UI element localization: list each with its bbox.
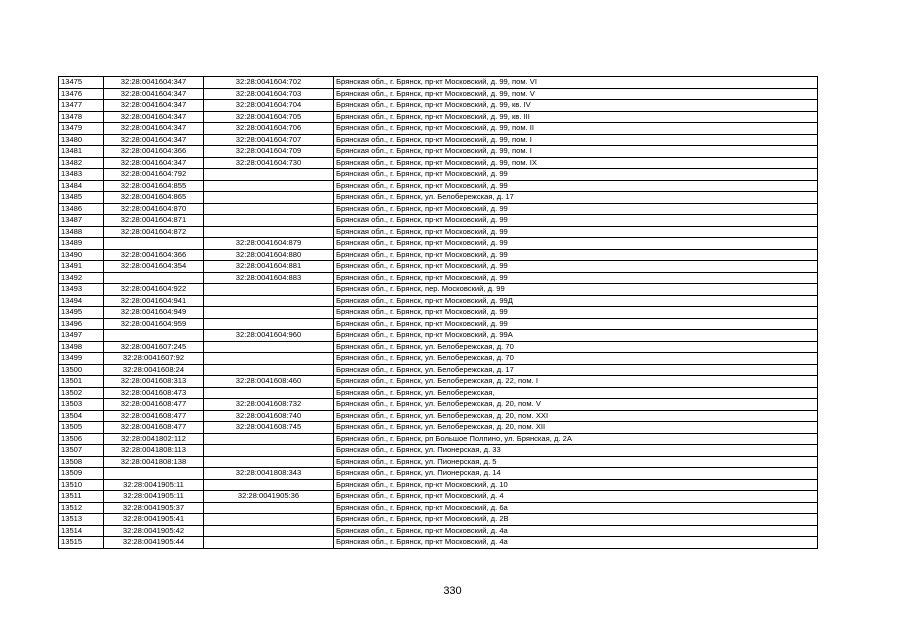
row-number-cell: 13502 [59, 387, 104, 399]
row-number-cell: 13506 [59, 433, 104, 445]
address-cell: Брянская обл., г. Брянск, пр-кт Московский, д. 99 [334, 307, 818, 319]
row-number-cell: 13513 [59, 514, 104, 526]
parcel-number-cell: 32:28:0041604:347 [104, 134, 204, 146]
parcel-number-cell: 32:28:0041608:477 [104, 422, 204, 434]
page-number: 330 [443, 585, 462, 597]
parcel-number-cell: 32:28:0041604:959 [104, 318, 204, 330]
address-cell: Брянская обл., г. Брянск, ул. Белобережская, д. 70 [334, 341, 818, 353]
object-number-cell: 32:28:0041604:704 [204, 100, 334, 112]
object-number-cell: 32:28:0041604:730 [204, 157, 334, 169]
address-cell: Брянская обл., г. Брянск, пр-кт Московский, д. 99 [334, 238, 818, 250]
object-number-cell [204, 341, 334, 353]
object-number-cell: 32:28:0041608:460 [204, 376, 334, 388]
table-row [59, 502, 818, 514]
address-cell: Брянская обл., г. Брянск, пр-кт Московский, д. 10 [334, 479, 818, 491]
address-cell: Брянская обл., г. Брянск, пр-кт Московский, д. 99 [334, 169, 818, 181]
table-row [59, 157, 818, 169]
object-number-cell [204, 364, 334, 376]
row-number-cell: 13495 [59, 307, 104, 319]
address-cell: Брянская обл., г. Брянск, пр-кт Московский, д. 99 [334, 261, 818, 273]
address-cell: Брянская обл., г. Брянск, пр-кт Московский, д. 99 [334, 226, 818, 238]
table-row [59, 100, 818, 112]
parcel-number-cell: 32:28:0041604:941 [104, 295, 204, 307]
address-cell: Брянская обл., г. Брянск, пр-кт Московский, д. 99 [334, 249, 818, 261]
parcel-number-cell: 32:28:0041905:42 [104, 525, 204, 537]
address-cell: Брянская обл., г. Брянск, ул. Белобережская, [334, 387, 818, 399]
parcel-number-cell: 32:28:0041608:24 [104, 364, 204, 376]
row-number-cell: 13508 [59, 456, 104, 468]
table-row [59, 537, 818, 549]
parcel-number-cell: 32:28:0041905:37 [104, 502, 204, 514]
table-row [59, 433, 818, 445]
row-number-cell: 13494 [59, 295, 104, 307]
object-number-cell [204, 215, 334, 227]
parcel-number-cell: 32:28:0041802:112 [104, 433, 204, 445]
cadastral-register-table [58, 76, 818, 549]
table-row [59, 456, 818, 468]
address-cell: Брянская обл., г. Брянск, ул. Белобережская, д. 20, пом. XII [334, 422, 818, 434]
object-number-cell [204, 192, 334, 204]
parcel-number-cell: 32:28:0041604:871 [104, 215, 204, 227]
parcel-number-cell: 32:28:0041608:477 [104, 410, 204, 422]
address-cell: Брянская обл., г. Брянск, ул. Пионерская, д. 5 [334, 456, 818, 468]
table-row [59, 261, 818, 273]
object-number-cell [204, 525, 334, 537]
parcel-number-cell: 32:28:0041604:347 [104, 157, 204, 169]
table-row [59, 226, 818, 238]
parcel-number-cell: 32:28:0041608:473 [104, 387, 204, 399]
row-number-cell: 13483 [59, 169, 104, 181]
object-number-cell [204, 226, 334, 238]
address-cell: Брянская обл., г. Брянск, пр-кт Московский, д. 99, кв. IV [334, 100, 818, 112]
row-number-cell: 13512 [59, 502, 104, 514]
table-row [59, 399, 818, 411]
table-row [59, 284, 818, 296]
parcel-number-cell: 32:28:0041607:245 [104, 341, 204, 353]
table-row [59, 364, 818, 376]
object-number-cell [204, 537, 334, 549]
object-number-cell: 32:28:0041608:732 [204, 399, 334, 411]
address-cell: Брянская обл., г. Брянск, пр-кт Московский, д. 4 [334, 491, 818, 503]
row-number-cell: 13501 [59, 376, 104, 388]
object-number-cell: 32:28:0041604:881 [204, 261, 334, 273]
row-number-cell: 13480 [59, 134, 104, 146]
table-row [59, 215, 818, 227]
table-row [59, 88, 818, 100]
table-row [59, 353, 818, 365]
object-number-cell: 32:28:0041604:880 [204, 249, 334, 261]
object-number-cell [204, 295, 334, 307]
row-number-cell: 13499 [59, 353, 104, 365]
table-row [59, 123, 818, 135]
object-number-cell [204, 284, 334, 296]
address-cell: Брянская обл., г. Брянск, ул. Пионерская, д. 33 [334, 445, 818, 457]
parcel-number-cell: 32:28:0041604:366 [104, 146, 204, 158]
object-number-cell: 32:28:0041604:883 [204, 272, 334, 284]
row-number-cell: 13509 [59, 468, 104, 480]
table-row [59, 295, 818, 307]
object-number-cell [204, 318, 334, 330]
parcel-number-cell: 32:28:0041905:44 [104, 537, 204, 549]
row-number-cell: 13504 [59, 410, 104, 422]
row-number-cell: 13497 [59, 330, 104, 342]
row-number-cell: 13493 [59, 284, 104, 296]
table-row [59, 307, 818, 319]
object-number-cell [204, 307, 334, 319]
parcel-number-cell: 32:28:0041604:354 [104, 261, 204, 273]
object-number-cell [204, 502, 334, 514]
address-cell: Брянская обл., г. Брянск, пр-кт Московский, д. 99, пом. V [334, 88, 818, 100]
table-row [59, 146, 818, 158]
table-row [59, 77, 818, 89]
table-row [59, 249, 818, 261]
row-number-cell: 13505 [59, 422, 104, 434]
row-number-cell: 13482 [59, 157, 104, 169]
address-cell: Брянская обл., г. Брянск, пр-кт Московский, д. 99Д [334, 295, 818, 307]
row-number-cell: 13489 [59, 238, 104, 250]
object-number-cell: 32:28:0041604:706 [204, 123, 334, 135]
address-cell: Брянская обл., г. Брянск, пр-кт Московский, д. 99 [334, 318, 818, 330]
object-number-cell [204, 514, 334, 526]
object-number-cell: 32:28:0041604:707 [204, 134, 334, 146]
object-number-cell [204, 445, 334, 457]
address-cell: Брянская обл., г. Брянск, ул. Белобережская, д. 22, пом. I [334, 376, 818, 388]
address-cell: Брянская обл., г. Брянск, пр-кт Московский, д. 2В [334, 514, 818, 526]
table-row [59, 272, 818, 284]
parcel-number-cell: 32:28:0041604:792 [104, 169, 204, 181]
object-number-cell: 32:28:0041604:709 [204, 146, 334, 158]
row-number-cell: 13507 [59, 445, 104, 457]
table-row [59, 491, 818, 503]
object-number-cell [204, 433, 334, 445]
object-number-cell: 32:28:0041905:36 [204, 491, 334, 503]
address-cell: Брянская обл., г. Брянск, ул. Белобережская, д. 20, пом. XXI [334, 410, 818, 422]
parcel-number-cell: 32:28:0041604:922 [104, 284, 204, 296]
row-number-cell: 13510 [59, 479, 104, 491]
row-number-cell: 13488 [59, 226, 104, 238]
table-row [59, 318, 818, 330]
row-number-cell: 13479 [59, 123, 104, 135]
object-number-cell [204, 479, 334, 491]
parcel-number-cell: 32:28:0041604:865 [104, 192, 204, 204]
parcel-number-cell: 32:28:0041905:11 [104, 479, 204, 491]
row-number-cell: 13476 [59, 88, 104, 100]
address-cell: Брянская обл., г. Брянск, пр-кт Московский, д. 99, пом. I [334, 146, 818, 158]
parcel-number-cell: 32:28:0041608:313 [104, 376, 204, 388]
address-cell: Брянская обл., г. Брянск, ул. Белобережская, д. 17 [334, 192, 818, 204]
row-number-cell: 13492 [59, 272, 104, 284]
object-number-cell: 32:28:0041608:745 [204, 422, 334, 434]
parcel-number-cell: 32:28:0041604:347 [104, 100, 204, 112]
row-number-cell: 13485 [59, 192, 104, 204]
parcel-number-cell [104, 330, 204, 342]
address-cell: Брянская обл., г. Брянск, пр-кт Московский, д. 99 [334, 215, 818, 227]
address-cell: Брянская обл., г. Брянск, ул. Белобережская, д. 17 [334, 364, 818, 376]
row-number-cell: 13490 [59, 249, 104, 261]
row-number-cell: 13498 [59, 341, 104, 353]
table-row [59, 180, 818, 192]
row-number-cell: 13500 [59, 364, 104, 376]
parcel-number-cell: 32:28:0041604:347 [104, 111, 204, 123]
object-number-cell [204, 203, 334, 215]
row-number-cell: 13475 [59, 77, 104, 89]
parcel-number-cell: 32:28:0041604:347 [104, 88, 204, 100]
address-cell: Брянская обл., г. Брянск, пр-кт Московский, д. 99, кв. III [334, 111, 818, 123]
row-number-cell: 13515 [59, 537, 104, 549]
table-row [59, 341, 818, 353]
address-cell: Брянская обл., г. Брянск, рп Большое Полпино, ул. Брянская, д. 2А [334, 433, 818, 445]
object-number-cell [204, 387, 334, 399]
object-number-cell: 32:28:0041604:879 [204, 238, 334, 250]
parcel-number-cell: 32:28:0041604:949 [104, 307, 204, 319]
table-row [59, 376, 818, 388]
table-row [59, 192, 818, 204]
object-number-cell [204, 169, 334, 181]
address-cell: Брянская обл., г. Брянск, пр-кт Московский, д. 99, пом. I [334, 134, 818, 146]
address-cell: Брянская обл., г. Брянск, пр-кт Московский, д. 99, пом. IX [334, 157, 818, 169]
row-number-cell: 13487 [59, 215, 104, 227]
parcel-number-cell: 32:28:0041808:138 [104, 456, 204, 468]
address-cell: Брянская обл., г. Брянск, пер. Московский, д. 99 [334, 284, 818, 296]
row-number-cell: 13486 [59, 203, 104, 215]
row-number-cell: 13481 [59, 146, 104, 158]
row-number-cell: 13491 [59, 261, 104, 273]
table-row [59, 387, 818, 399]
table-row [59, 445, 818, 457]
table-row [59, 330, 818, 342]
parcel-number-cell: 32:28:0041604:366 [104, 249, 204, 261]
row-number-cell: 13484 [59, 180, 104, 192]
table-row [59, 134, 818, 146]
address-cell: Брянская обл., г. Брянск, пр-кт Московский, д. 99 [334, 180, 818, 192]
address-cell: Брянская обл., г. Брянск, пр-кт Московский, д. 4а [334, 525, 818, 537]
parcel-number-cell: 32:28:0041905:11 [104, 491, 204, 503]
cadastral-register-body [59, 77, 818, 549]
object-number-cell: 32:28:0041808:343 [204, 468, 334, 480]
parcel-number-cell: 32:28:0041604:855 [104, 180, 204, 192]
parcel-number-cell [104, 238, 204, 250]
table-row [59, 203, 818, 215]
table-row [59, 479, 818, 491]
row-number-cell: 13503 [59, 399, 104, 411]
address-cell: Брянская обл., г. Брянск, пр-кт Московский, д. 6а [334, 502, 818, 514]
table-row [59, 238, 818, 250]
object-number-cell [204, 180, 334, 192]
parcel-number-cell [104, 272, 204, 284]
object-number-cell: 32:28:0041608:740 [204, 410, 334, 422]
address-cell: Брянская обл., г. Брянск, пр-кт Московский, д. 99А [334, 330, 818, 342]
parcel-number-cell: 32:28:0041604:347 [104, 123, 204, 135]
row-number-cell: 13511 [59, 491, 104, 503]
address-cell: Брянская обл., г. Брянск, пр-кт Московский, д. 99, пом. II [334, 123, 818, 135]
address-cell: Брянская обл., г. Брянск, пр-кт Московский, д. 99 [334, 272, 818, 284]
table-row [59, 514, 818, 526]
address-cell: Брянская обл., г. Брянск, пр-кт Московский, д. 99 [334, 203, 818, 215]
object-number-cell [204, 456, 334, 468]
parcel-number-cell: 32:28:0041608:477 [104, 399, 204, 411]
address-cell: Брянская обл., г. Брянск, ул. Белобережская, д. 70 [334, 353, 818, 365]
parcel-number-cell: 32:28:0041607:92 [104, 353, 204, 365]
object-number-cell: 32:28:0041604:703 [204, 88, 334, 100]
object-number-cell [204, 353, 334, 365]
parcel-number-cell [104, 468, 204, 480]
object-number-cell: 32:28:0041604:960 [204, 330, 334, 342]
table-row [59, 410, 818, 422]
table-row [59, 525, 818, 537]
address-cell: Брянская обл., г. Брянск, пр-кт Московский, д. 99, пом. VI [334, 77, 818, 89]
object-number-cell: 32:28:0041604:702 [204, 77, 334, 89]
parcel-number-cell: 32:28:0041604:347 [104, 77, 204, 89]
address-cell: Брянская обл., г. Брянск, ул. Пионерская, д. 14 [334, 468, 818, 480]
table-row [59, 111, 818, 123]
row-number-cell: 13514 [59, 525, 104, 537]
row-number-cell: 13477 [59, 100, 104, 112]
row-number-cell: 13496 [59, 318, 104, 330]
parcel-number-cell: 32:28:0041604:872 [104, 226, 204, 238]
table-row [59, 169, 818, 181]
table-row [59, 422, 818, 434]
parcel-number-cell: 32:28:0041808:113 [104, 445, 204, 457]
parcel-number-cell: 32:28:0041905:41 [104, 514, 204, 526]
address-cell: Брянская обл., г. Брянск, пр-кт Московский, д. 4а [334, 537, 818, 549]
table-row [59, 468, 818, 480]
object-number-cell: 32:28:0041604:705 [204, 111, 334, 123]
address-cell: Брянская обл., г. Брянск, ул. Белобережская, д. 20, пом. V [334, 399, 818, 411]
parcel-number-cell: 32:28:0041604:870 [104, 203, 204, 215]
row-number-cell: 13478 [59, 111, 104, 123]
